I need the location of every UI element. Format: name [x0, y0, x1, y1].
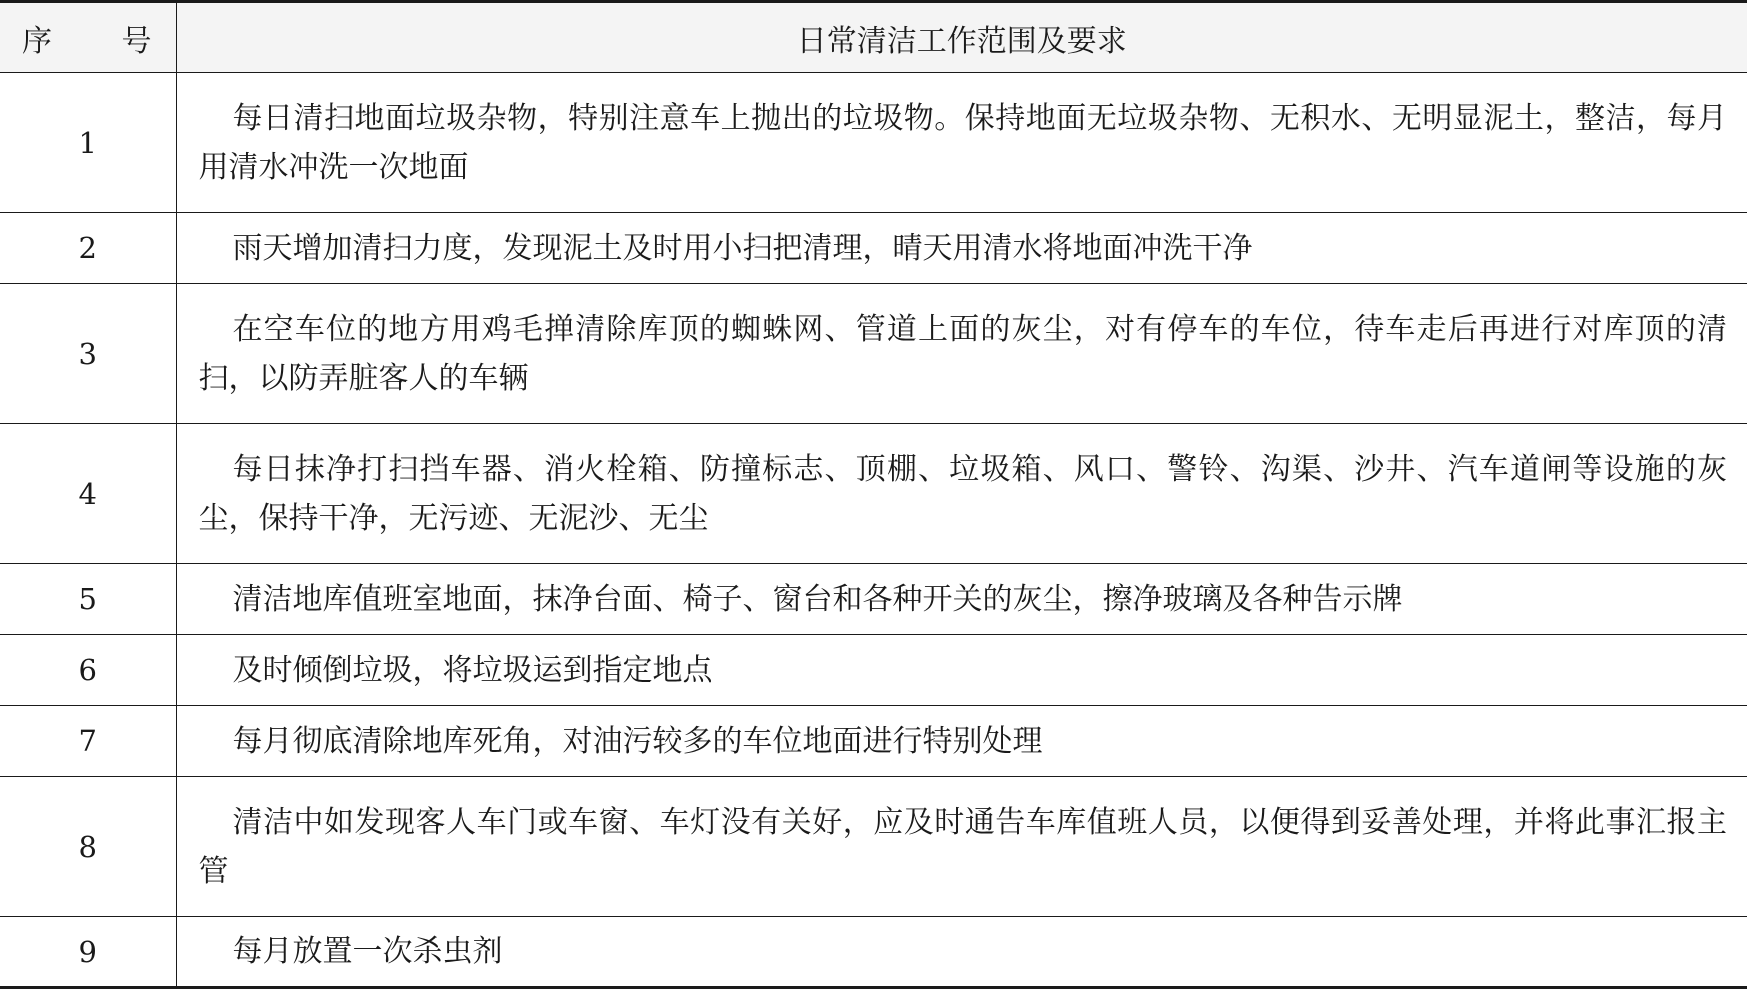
row-number: 9: [0, 917, 176, 988]
column-header-number: [0, 2, 176, 73]
table-row: [0, 424, 1747, 564]
column-header-number-char-1: 序: [22, 23, 52, 59]
table-header-row: [0, 2, 1747, 73]
row-number: 6: [0, 635, 176, 706]
table-row: [0, 284, 1747, 424]
row-requirement-text: 清洁中如发现客人车门或车窗、车灯没有关好，应及时通告车库值班人员，以便得到妥善处理，并将此事汇报主管: [176, 777, 1747, 917]
row-requirement-text: 雨天增加清扫力度，发现泥土及时用小扫把清理，晴天用清水将地面冲洗干净: [176, 213, 1747, 284]
row-number: 1: [0, 73, 176, 213]
row-requirement-text: 每日抹净打扫挡车器、消火栓箱、防撞标志、顶棚、垃圾箱、风口、警铃、沟渠、沙井、汽车道闸等设施的灰尘，保持干净，无污迹、无泥沙、无尘: [176, 424, 1747, 564]
row-number: 8: [0, 777, 176, 917]
table-row: [0, 635, 1747, 706]
row-requirement-text: 清洁地库值班室地面，抹净台面、椅子、窗台和各种开关的灰尘，擦净玻璃及各种告示牌: [176, 564, 1747, 635]
table-row: [0, 73, 1747, 213]
table-row: [0, 213, 1747, 284]
row-number: 3: [0, 284, 176, 424]
row-requirement-text: 每月彻底清除地库死角，对油污较多的车位地面进行特别处理: [176, 706, 1747, 777]
table-row: [0, 777, 1747, 917]
table-row: [0, 917, 1747, 988]
row-number: 4: [0, 424, 176, 564]
column-header-requirements: 日常清洁工作范围及要求: [176, 2, 1747, 73]
row-requirement-text: 在空车位的地方用鸡毛掸清除库顶的蜘蛛网、管道上面的灰尘，对有停车的车位，待车走后再进行对库顶的清扫，以防弄脏客人的车辆: [176, 284, 1747, 424]
table-row: [0, 706, 1747, 777]
column-header-number-char-2: 号: [121, 23, 152, 59]
row-number: 5: [0, 564, 176, 635]
row-number: 2: [0, 213, 176, 284]
table-header: [0, 2, 1747, 73]
table-body: [0, 73, 1747, 988]
row-number: 7: [0, 706, 176, 777]
table-row: [0, 564, 1747, 635]
row-requirement-text: 及时倾倒垃圾，将垃圾运到指定地点: [176, 635, 1747, 706]
row-requirement-text: 每日清扫地面垃圾杂物，特别注意车上抛出的垃圾物。保持地面无垃圾杂物、无积水、无明显泥土，整洁，每月用清水冲洗一次地面: [176, 73, 1747, 213]
row-requirement-text: 每月放置一次杀虫剂: [176, 917, 1747, 988]
